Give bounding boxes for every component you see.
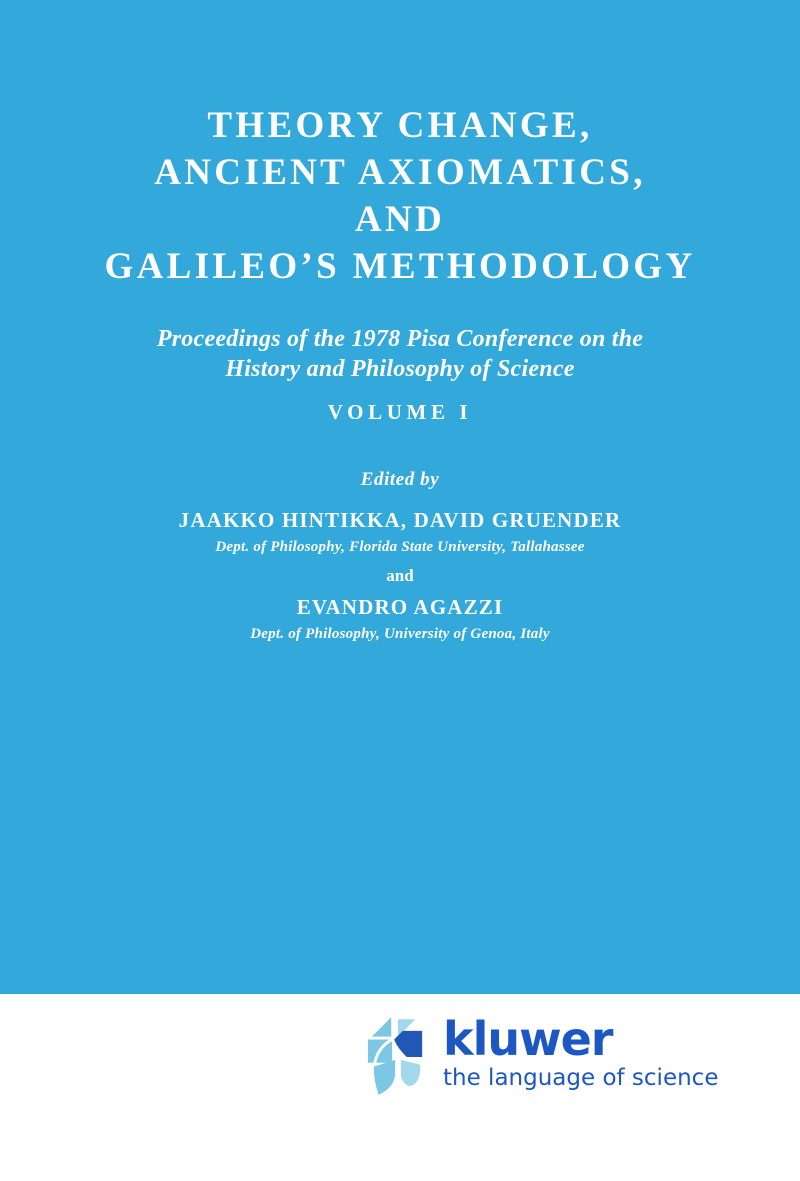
publisher-logo-text: [443, 1012, 719, 1091]
kluwer-pinwheel-icon: [366, 1016, 428, 1096]
volume-label: VOLUME I: [327, 400, 473, 424]
title-line-1: THEORY CHANGE,: [207, 105, 593, 146]
editor-affiliation-secondary: Dept. of Philosophy, University of Genoa, Italy: [250, 626, 550, 642]
editor-names-primary: JAAKKO HINTIKKA, DAVID GRUENDER: [178, 508, 622, 532]
edited-by-label: Edited by: [360, 469, 440, 490]
editors-section: [0, 469, 800, 643]
book-subtitle: [0, 324, 800, 425]
title-line-4: GALILEO’S METHODOLOGY: [104, 246, 696, 287]
editors-conjunction: and: [386, 566, 414, 585]
publisher-tagline: the language of science: [443, 1065, 719, 1091]
title-line-3: AND: [354, 199, 446, 240]
publisher-wordmark: kluwer: [443, 1012, 613, 1066]
pinwheel-blade-top-left: [372, 1017, 391, 1036]
publisher-logo: [366, 1012, 719, 1096]
subtitle-line-1: Proceedings of the 1978 Pisa Conference on the: [156, 326, 644, 352]
title-line-2: ANCIENT AXIOMATICS,: [154, 152, 646, 193]
pinwheel-leaf-bottom-left: [374, 1060, 395, 1095]
editor-affiliation-primary: Dept. of Philosophy, Florida State University, Tallahassee: [215, 539, 585, 555]
publisher-footer: [0, 994, 800, 1181]
editor-names-secondary: EVANDRO AGAZZI: [296, 595, 504, 619]
pinwheel-leaf-bottom-right: [401, 1060, 420, 1086]
subtitle-line-2: History and Philosophy of Science: [225, 356, 575, 382]
book-title: [0, 0, 800, 290]
